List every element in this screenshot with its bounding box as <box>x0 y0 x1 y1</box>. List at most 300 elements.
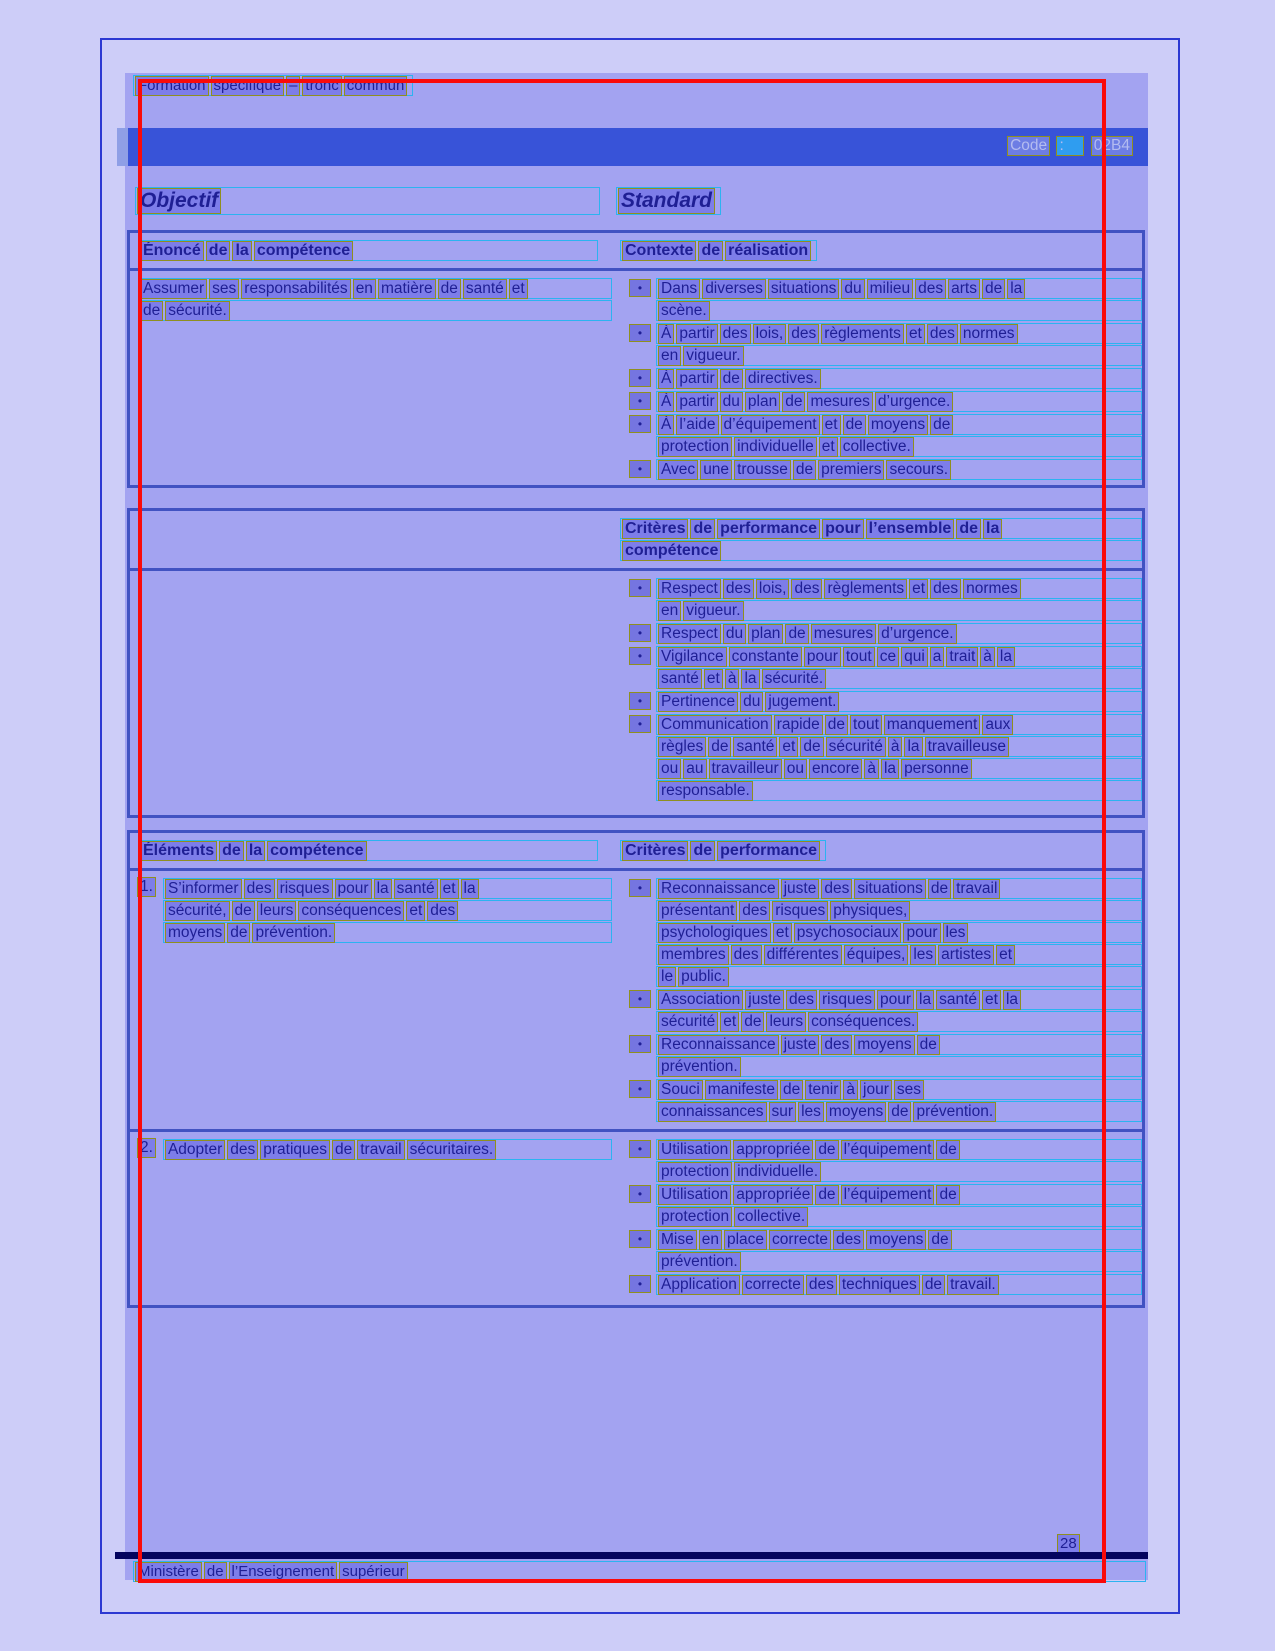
ocr-word: pratiques <box>263 1141 327 1158</box>
ocr-word: prévention. <box>916 1103 994 1120</box>
ocr-word: mesures <box>810 393 870 410</box>
ocr-word: correcte <box>772 1231 829 1248</box>
ocr-word: normes <box>966 580 1018 597</box>
bullet-icon: • <box>630 1141 650 1157</box>
ocr-word: sécurité <box>661 1013 716 1030</box>
ocr-word: Mise <box>661 1231 694 1248</box>
ocr-word: et <box>782 738 796 755</box>
ocr-word: et <box>409 902 423 919</box>
ocr-word: Vigilance <box>661 648 724 665</box>
ocr-word: tenir <box>808 1081 839 1098</box>
ocr-word: à <box>846 1081 856 1098</box>
ocr-line <box>656 1011 1142 1032</box>
bullet-item <box>620 1273 1142 1296</box>
ocr-word: de <box>744 1013 762 1030</box>
ocr-word: en <box>661 602 679 619</box>
ocr-word: juste <box>783 1036 817 1053</box>
ocr-word: Utilisation <box>661 1186 729 1203</box>
ocr-word: Souci <box>661 1081 700 1098</box>
ocr-word: arts <box>951 280 977 297</box>
ocr-word: et <box>511 280 525 297</box>
ocr-word: de <box>845 416 863 433</box>
ocr-word: qui <box>904 648 925 665</box>
ocr-line <box>656 1034 1142 1055</box>
ocr-line <box>656 300 1142 321</box>
ocr-line <box>656 714 1142 735</box>
ocr-word: et <box>821 438 835 455</box>
code-value: 02B4 <box>1093 137 1130 154</box>
ocr-word: Association <box>661 991 741 1008</box>
ocr-word: place <box>726 1231 765 1248</box>
table-criteres-ensemble <box>127 508 1145 818</box>
ocr-word: moyens <box>870 416 926 433</box>
ocr-word: pour <box>806 648 838 665</box>
ocr-word: Ministère <box>138 1563 199 1580</box>
bullet-item <box>620 458 1142 481</box>
ocr-word: physiques, <box>833 902 908 919</box>
footer-rule <box>115 1552 1148 1559</box>
ocr-word: de <box>206 1563 224 1580</box>
ocr-word: scène. <box>661 302 707 319</box>
bullet-icon: • <box>630 880 650 896</box>
element-number: 1. <box>140 878 153 895</box>
ocr-word: et <box>985 991 998 1008</box>
ocr-word: jour <box>863 1081 889 1098</box>
ocr-word: jugement. <box>768 693 837 710</box>
ocr-word: Assumer <box>143 280 205 297</box>
bullet-item <box>620 1183 1142 1228</box>
ocr-word: compétence <box>270 842 364 859</box>
ocr-word: manquement <box>886 716 978 733</box>
ocr-word: Énoncé <box>143 242 201 259</box>
ocr-word: compétence <box>625 542 719 559</box>
bullet-item <box>620 1033 1142 1078</box>
ocr-word: risques <box>822 991 872 1008</box>
ocr-word: la <box>463 880 476 897</box>
ocr-word: du <box>844 280 862 297</box>
ocr-word: de <box>827 716 846 733</box>
bullet-item <box>620 1078 1142 1123</box>
ocr-word: appropriée <box>736 1186 811 1203</box>
ocr-word: et <box>912 580 926 597</box>
ocr-word: a <box>932 648 942 665</box>
table3-header-row <box>130 833 1142 871</box>
ocr-line <box>656 1139 1142 1160</box>
objectif-heading <box>135 187 600 215</box>
col-header-criteres <box>620 840 826 861</box>
ocr-word: Critères <box>625 520 686 537</box>
ocr-line <box>656 414 1142 435</box>
code-label: Code <box>1010 137 1048 154</box>
ocr-word: leurs <box>259 902 294 919</box>
ocr-line <box>656 1056 1142 1077</box>
ocr-word: leurs <box>769 1013 804 1030</box>
bullet-item <box>620 988 1142 1033</box>
ocr-word: vigueur. <box>686 347 741 364</box>
ocr-word: Application <box>661 1276 737 1293</box>
ocr-line <box>656 391 1142 412</box>
ocr-word: protection <box>661 1163 730 1180</box>
ocr-word: ce <box>879 648 897 665</box>
bullet-item <box>620 645 1142 690</box>
ocr-word: À <box>661 393 672 410</box>
objectif-label: Objectif <box>140 189 219 212</box>
footer-ministry <box>133 1561 1146 1582</box>
ocr-word: de <box>795 461 814 478</box>
ocr-word: situations <box>857 880 923 897</box>
ocr-word: techniques <box>841 1276 917 1293</box>
bullet-icon: • <box>630 325 650 341</box>
ocr-word: des <box>733 946 759 963</box>
ocr-word: compétence <box>256 242 351 259</box>
ocr-word: protection <box>661 438 730 455</box>
ocr-word: psychosociaux <box>796 924 899 941</box>
ocr-word: protection <box>661 1208 730 1225</box>
element-text <box>163 1138 612 1296</box>
ocr-word: trait <box>949 648 976 665</box>
ocr-word: des <box>918 280 944 297</box>
ocr-word: de <box>335 1141 353 1158</box>
ocr-word: artistes <box>941 946 992 963</box>
ocr-word: de <box>924 1276 943 1293</box>
ocr-word: réalisation <box>728 242 809 259</box>
ocr-word: plan <box>751 625 781 642</box>
criteres-bullet-list-2 <box>612 1138 1142 1296</box>
bullet-item <box>620 713 1142 802</box>
ocr-word: et <box>706 670 720 687</box>
ocr-word: Reconnaissance <box>661 1036 776 1053</box>
ocr-word: d’urgence. <box>881 625 954 642</box>
ocr-line <box>620 540 1142 561</box>
document-subtitle <box>133 75 413 96</box>
ocr-word: de <box>984 280 1003 297</box>
ocr-word: de <box>818 1141 836 1158</box>
ocr-word: et <box>723 1013 737 1030</box>
ocr-word: tronc <box>305 77 339 94</box>
ocr-word: la <box>376 880 389 897</box>
ocr-line <box>656 900 1142 921</box>
ocr-word: de <box>143 302 161 319</box>
ocr-word: sécurité <box>828 738 883 755</box>
bullet-item <box>620 877 1142 988</box>
ocr-word: lois, <box>758 580 787 597</box>
ocr-word: Dans <box>661 280 698 297</box>
ocr-word: situations <box>770 280 837 297</box>
ocr-word: prévention. <box>661 1058 738 1075</box>
ocr-word: appropriée <box>736 1141 811 1158</box>
ocr-word: secours. <box>889 461 949 478</box>
ocr-word: en <box>661 347 679 364</box>
bullet-icon: • <box>630 580 650 596</box>
ocr-line <box>163 1139 612 1160</box>
ocr-word: l’aide <box>679 416 716 433</box>
ocr-word: sécurité. <box>764 670 824 687</box>
element-row-2 <box>130 1132 1142 1296</box>
ocr-word: de <box>933 416 951 433</box>
table1-body-row <box>130 271 1142 481</box>
ocr-word: prévention. <box>255 924 333 941</box>
ocr-word: correcte <box>744 1276 801 1293</box>
ocr-word: À <box>661 416 672 433</box>
ocr-word: travailleur <box>711 760 779 777</box>
bullet-item <box>620 277 1142 322</box>
ocr-line <box>656 368 1142 389</box>
ocr-word: des <box>246 880 272 897</box>
ocr-word: individuelle <box>737 438 814 455</box>
ocr-word: sécurité, <box>167 902 227 919</box>
ocr-word: moyens <box>857 1036 912 1053</box>
ocr-line <box>656 1079 1142 1100</box>
ocr-word: juste <box>783 880 817 897</box>
ocr-line <box>656 623 1142 644</box>
ocr-word: travail <box>956 880 998 897</box>
ocr-word: vigueur. <box>686 602 741 619</box>
ocr-word: matière <box>380 280 433 297</box>
ocr-word: la <box>883 760 897 777</box>
ocr-line <box>138 300 612 321</box>
ocr-word: l’équipement <box>843 1186 932 1203</box>
bullet-item <box>620 322 1142 367</box>
ocr-word: supérieur <box>342 1563 405 1580</box>
ocr-word: Reconnaissance <box>661 880 776 897</box>
ocr-word: À <box>661 325 672 342</box>
ocr-word: normes <box>962 325 1015 342</box>
ocr-word: Communication <box>661 716 769 733</box>
bullet-item <box>620 367 1142 390</box>
ocr-word: ou <box>661 760 679 777</box>
col-header-elements <box>138 840 598 861</box>
ocr-word: du <box>722 393 740 410</box>
ocr-word: tout <box>853 716 879 733</box>
ocr-word: moyens <box>869 1231 924 1248</box>
ocr-word: de <box>234 902 252 919</box>
ocr-word: la <box>248 842 263 859</box>
table2-body-row <box>130 571 1142 802</box>
ocr-word: santé <box>661 670 699 687</box>
ocr-word: des <box>824 1036 850 1053</box>
ocr-word: les <box>801 1103 821 1120</box>
ocr-word: tout <box>845 648 872 665</box>
element-number: 2. <box>140 1139 153 1156</box>
ocr-line <box>656 278 1142 299</box>
ocr-word: équipes, <box>846 946 906 963</box>
ocr-word: collective. <box>737 1208 806 1225</box>
ocr-word: les <box>913 946 934 963</box>
ocr-word: des <box>808 1276 834 1293</box>
ocr-word: Éléments <box>143 842 215 859</box>
bullet-icon: • <box>630 416 650 432</box>
bullet-icon: • <box>630 716 650 732</box>
ocr-word: Pertinence <box>661 693 736 710</box>
ocr-word: ou <box>786 760 804 777</box>
page-number: 28 <box>1060 1535 1077 1552</box>
ocr-line <box>656 646 1142 667</box>
ocr-line <box>656 459 1142 480</box>
ocr-word: aux <box>985 716 1011 733</box>
ocr-word: responsabilités <box>244 280 348 297</box>
bullet-icon: • <box>630 393 650 409</box>
ocr-line <box>656 736 1142 757</box>
ocr-word: l’équipement <box>843 1141 932 1158</box>
bullet-icon: • <box>630 693 650 709</box>
ocr-word: de <box>788 625 806 642</box>
ocr-word: S’informer <box>167 880 239 897</box>
ocr-word: et <box>442 880 456 897</box>
ocr-word: santé <box>939 991 978 1008</box>
ocr-word: l’ensemble <box>868 520 952 537</box>
ocr-word: individuelle. <box>737 1163 819 1180</box>
bullet-icon: • <box>630 648 650 664</box>
ocr-word: Contexte <box>625 242 694 259</box>
enonce-text <box>130 277 612 481</box>
ocr-word: des <box>430 902 456 919</box>
ocr-word: lois, <box>755 325 784 342</box>
col-header-enonce <box>138 240 598 261</box>
ocr-word: Critères <box>625 842 686 859</box>
ocr-word: règles <box>661 738 704 755</box>
ocr-word: et <box>824 416 838 433</box>
ocr-word: de <box>693 842 713 859</box>
ocr-word: des <box>230 1141 256 1158</box>
ocr-word: travail <box>360 1141 402 1158</box>
bullet-icon: • <box>630 1186 650 1202</box>
ocr-word: sécuritaires. <box>409 1141 494 1158</box>
ocr-word: – <box>289 77 298 94</box>
bullet-icon: • <box>630 1036 650 1052</box>
ocr-word: conséquences <box>301 902 402 919</box>
ocr-word: sécurité. <box>168 302 227 319</box>
ocr-word: la <box>999 648 1012 665</box>
ocr-line <box>656 922 1142 943</box>
ocr-word: des <box>725 580 751 597</box>
ocr-word: d’urgence. <box>877 393 951 410</box>
ocr-word: la <box>1010 280 1023 297</box>
contexte-bullet-list <box>612 277 1142 481</box>
ocr-word: santé <box>396 880 435 897</box>
ocr-word: risques <box>279 880 330 897</box>
ocr-line <box>656 668 1142 689</box>
ocr-line <box>138 278 612 299</box>
bullet-icon: • <box>630 1276 650 1292</box>
ocr-word: rapide <box>776 716 820 733</box>
ocr-word: performance <box>720 520 818 537</box>
ocr-word: juste <box>748 991 782 1008</box>
ocr-word: travailleuse <box>927 738 1006 755</box>
ocr-word: plan <box>747 393 778 410</box>
ocr-word: règlements <box>827 580 905 597</box>
ocr-word: conséquences. <box>811 1013 916 1030</box>
ocr-word: des <box>794 580 820 597</box>
ocr-line <box>656 436 1142 457</box>
ocr-word: le <box>661 968 674 985</box>
criteres-ensemble-bullet-list <box>612 577 1142 802</box>
criteres-bullet-list-1 <box>612 877 1142 1123</box>
ocr-word: de <box>208 242 228 259</box>
ocr-line <box>656 578 1142 599</box>
ocr-word: pour <box>906 924 938 941</box>
ocr-word: santé <box>465 280 504 297</box>
bullet-icon: • <box>630 280 650 296</box>
ocr-word: Formation <box>138 77 206 94</box>
ocr-word: de <box>785 393 803 410</box>
table2-header-row <box>130 511 1142 571</box>
ocr-word: collective. <box>842 438 911 455</box>
ocr-word: de <box>803 738 821 755</box>
bullet-icon: • <box>630 991 650 1007</box>
ocr-word: à <box>867 760 876 777</box>
ocr-word: encore <box>811 760 860 777</box>
ocr-word: Avec <box>661 461 696 478</box>
ocr-word: pour <box>337 880 369 897</box>
ocr-word: moyens <box>828 1103 884 1120</box>
ocr-word: des <box>789 991 815 1008</box>
ocr-word: directives. <box>747 370 818 387</box>
ocr-word: des <box>933 580 959 597</box>
ocr-line <box>656 780 1142 801</box>
ocr-word: de <box>919 1036 937 1053</box>
ocr-word: la <box>907 738 920 755</box>
ocr-word: ses <box>896 1081 921 1098</box>
ocr-word: du <box>725 625 744 642</box>
ocr-word: en <box>355 280 373 297</box>
element-text <box>163 877 612 1123</box>
ocr-word: des <box>824 880 850 897</box>
ocr-line <box>656 600 1142 621</box>
ocr-line <box>656 758 1142 779</box>
ocr-word: commun <box>346 77 405 94</box>
bullet-item <box>620 577 1142 622</box>
criteres-ensemble-header <box>612 517 1142 562</box>
bullet-item <box>620 390 1142 413</box>
ocr-word: de <box>222 842 241 859</box>
ocr-word: les <box>945 924 966 941</box>
ocr-word: une <box>703 461 730 478</box>
bullet-item <box>620 1138 1142 1183</box>
bullet-item <box>620 1228 1142 1273</box>
bullet-icon: • <box>630 1081 650 1097</box>
ocr-word: pour <box>825 520 861 537</box>
ocr-word: santé <box>736 738 775 755</box>
table1-header-row <box>130 233 1142 271</box>
ocr-word: au <box>686 760 704 777</box>
ocr-word: connaissances <box>661 1103 764 1120</box>
table-elements-criteres <box>127 830 1145 1308</box>
ocr-word: psychologiques <box>661 924 768 941</box>
ocr-word: performance <box>720 842 818 859</box>
ocr-word: Respect <box>661 625 718 642</box>
ocr-line <box>656 1229 1142 1250</box>
ocr-word: de <box>701 242 721 259</box>
ocr-line <box>656 989 1142 1010</box>
ocr-word: de <box>891 1103 909 1120</box>
ocr-word: manifeste <box>707 1081 775 1098</box>
bullet-icon: • <box>630 1231 650 1247</box>
ocr-word: premiers <box>821 461 882 478</box>
ocr-word: et <box>999 946 1013 963</box>
ocr-word: à <box>727 670 737 687</box>
ocr-word: risques <box>775 902 826 919</box>
ocr-word: Utilisation <box>661 1141 729 1158</box>
ocr-word: milieu <box>869 280 911 297</box>
ocr-line <box>656 345 1142 366</box>
ocr-word: de <box>722 370 740 387</box>
ocr-line <box>656 878 1142 899</box>
ocr-word: de <box>782 1081 801 1098</box>
ocr-word: sur <box>771 1103 794 1120</box>
element-row-1 <box>130 871 1142 1132</box>
ocr-word: Adopter <box>167 1141 223 1158</box>
standard-heading <box>616 187 721 215</box>
